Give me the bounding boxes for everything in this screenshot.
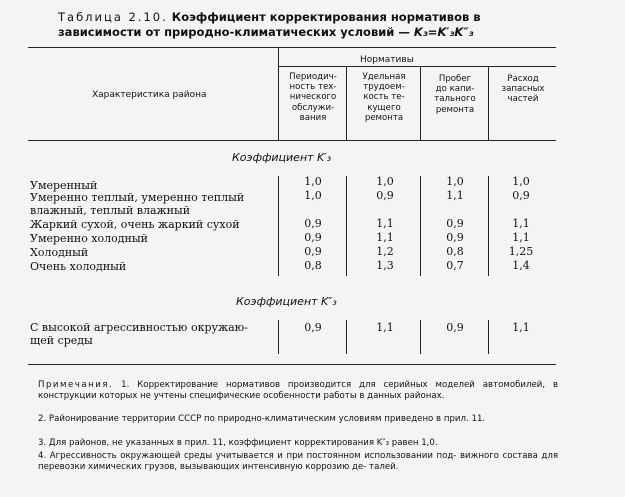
header-divider-2 [346,66,347,140]
column-header-3: Пробег до капи- тального ремонта [434,74,476,115]
table-cell: 0,9 [304,245,322,258]
table-cell: 0,9 [304,217,322,230]
table-cell: 1,0 [376,175,394,188]
header-divider-4 [488,66,489,140]
table-row-label: Жаркий сухой, очень жаркий сухой [30,218,240,231]
table-cell: 0,7 [446,259,464,272]
header-divider-3 [420,66,421,140]
note-4: 4. Агрессивность окружающей среды учитывается и при постоянном использовании под- вижного состава для перевозки химических грузов, вызывающих интенсивную коррозию де- талей. [38,451,559,472]
table-cell: 0,9 [304,231,322,244]
table-cell: 0,8 [304,259,322,272]
table-cell: 1,1 [376,231,394,244]
header-group-rule [278,66,556,67]
column-divider [346,176,347,276]
table-cell: 1,1 [376,217,394,230]
note-1: Примечания. 1. Корректирование нормативов производится для серийных моделей автомобилей, в конструкции которых не учтены специфические особенности работы в данных районах. [38,380,559,401]
column-header-2: Удельная трудоем- кость те- кущего ремонта [362,72,406,123]
table-cell: 1,0 [304,175,322,188]
table-cell: 1,25 [508,245,534,258]
header-group-label: Нормативы [360,55,414,65]
table-cell: 0,9 [376,189,394,202]
column-header-4: Расход запасных частей [501,74,545,105]
table-cell: 1,2 [376,245,394,258]
table-cell: 1,1 [512,231,530,244]
table-cell: 0,9 [446,231,464,244]
table-row-label: С высокой агрессивностью окружаю- щей среды [30,321,248,347]
column-divider [420,320,421,354]
caption-text: Коэффициент корректирования нормативов в зависимости от природно-климатических условий — [58,10,481,39]
table-cell: 1,0 [512,175,530,188]
column-divider [346,320,347,354]
table-cell: 1,3 [376,259,394,272]
header-row-label: Характеристика района [92,90,207,100]
caption-lead: Таблица 2.10. [58,10,168,24]
note-2: 2. Районирование территории СССР по природно-климатическим условиям приведено в прил. 11. [38,414,486,424]
column-divider [278,320,279,354]
column-divider [420,176,421,276]
table-cell: 0,9 [446,217,464,230]
table-cell: 1,1 [512,217,530,230]
table-bottom-rule [28,364,556,365]
note-3: 3. Для районов, не указанных в прил. 11, коэффициент корректирования K″₃ равен 1,0. [38,438,438,448]
table-caption [58,10,498,40]
table-cell: 1,1 [512,321,530,334]
table-cell: 1,0 [446,175,464,188]
table-cell: 1,4 [512,259,530,272]
header-bottom-rule [28,140,556,141]
table-row-label: Умеренно теплый, умеренно теплый влажный, теплый влажный [30,191,245,217]
section-2-title: Коэффициент K″₃ [236,295,337,308]
table-cell: 0,9 [304,321,322,334]
table-row-label: Умеренно холодный [30,232,148,245]
caption-formula: K₃=K′₃K″₃ [413,25,474,39]
table-cell: 0,8 [446,245,464,258]
column-header-1: Периодич- ность тех- нического обслужи- вания [289,72,337,123]
table-cell: 0,9 [446,321,464,334]
section-1-title: Коэффициент K′₃ [232,151,332,164]
table-cell: 1,1 [446,189,464,202]
table-row-label: Очень холодный [30,260,127,273]
header-divider-1 [278,47,279,140]
table-cell: 1,0 [304,189,322,202]
column-divider [278,176,279,276]
table-row-label: Холодный [30,246,89,259]
table-top-rule [28,47,556,48]
table-row-label: Умеренный [30,179,98,192]
table-cell: 1,1 [376,321,394,334]
table-cell: 0,9 [512,189,530,202]
column-divider [488,320,489,354]
column-divider [488,176,489,276]
